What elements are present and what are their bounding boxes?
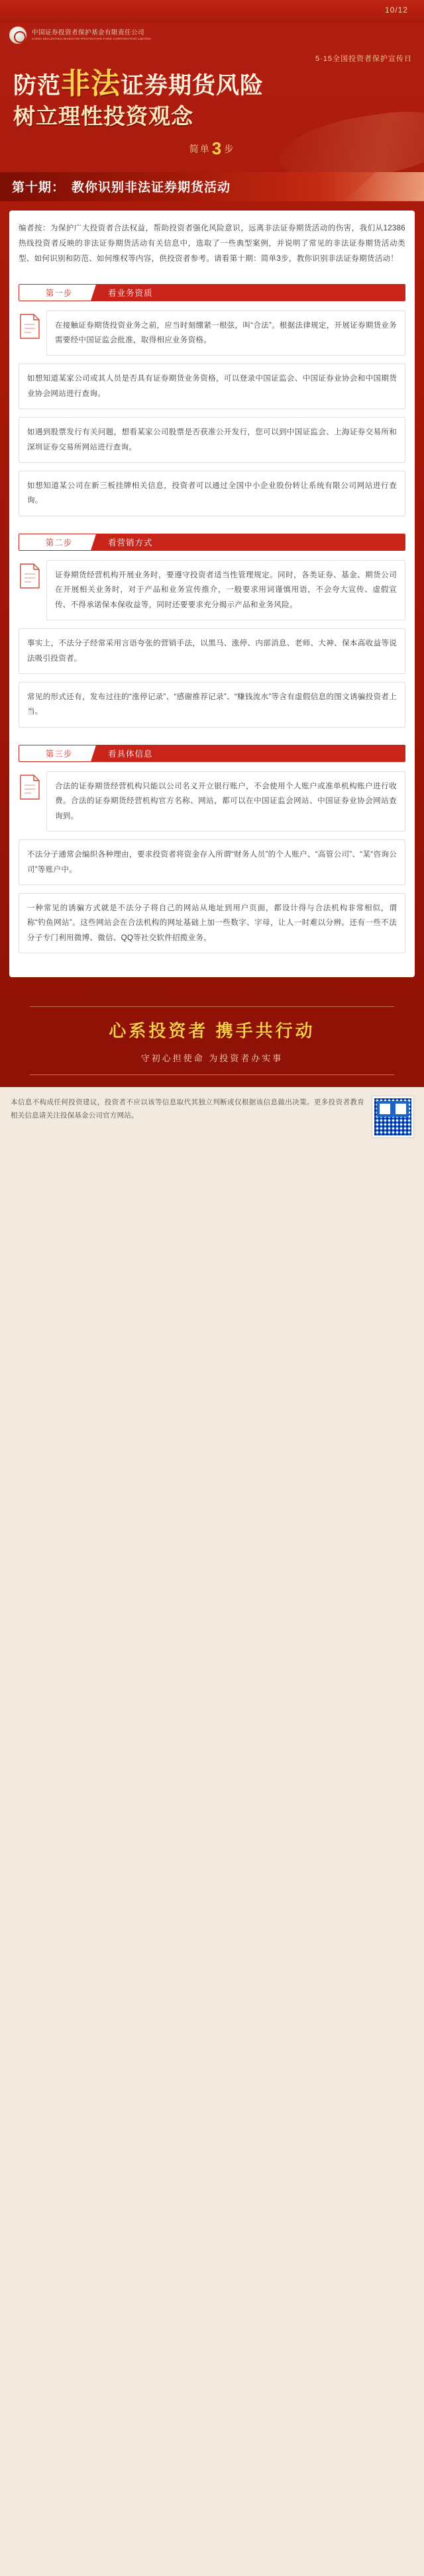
step-label-1: 第一步	[19, 285, 99, 301]
document-icon	[19, 774, 41, 800]
slogan-main: 心系投资者 携手共行动	[109, 1021, 315, 1041]
hero-banner	[0, 50, 424, 166]
hero-subtitle-number: 3	[211, 138, 223, 158]
organization-names	[32, 29, 151, 41]
step-header-1	[19, 284, 405, 301]
hero-title	[0, 68, 424, 129]
step-title-3: 看具体信息	[99, 745, 405, 761]
step3-paragraph-1: 合法的证券期货经营机构只能以公司名义开立银行账户，不会使用个人账户或准单机构账户进行收费。合法的证券期货经营机构官方名称、网站，都可以在中国证监会网站、中国证券业协会网站查询到。	[46, 771, 405, 832]
footer-slogan-block	[0, 989, 424, 1087]
page-number: 10/12	[384, 5, 408, 15]
hero-tagline: 5·15全国投资者保护宣传日	[315, 55, 412, 63]
hero-title-line1-part2: 证券期货风险	[121, 73, 264, 99]
step1-paragraph-1: 在接触证券期货投资业务之前，应当时刻绷紧一根弦，叫“合法”。根据法律规定，开展证券期货业务需要经中国证监会批准，取得相应业务资格。	[46, 310, 405, 356]
hero-subtitle	[0, 138, 424, 159]
intro-paragraph: 编者按：为保护广大投资者合法权益，帮助投资者强化风险意识，远离非法证券期货活动的伤害，我们从12386热线投资者反映的非法证券期货活动有关信息中，选取了一些典型案例，并说明了常见的非法证券期货活动类型、如何识别和防范、如何维权等内容，供投资者参考。请看第十期：简单3步，教你识别非法证券期货活动！	[19, 224, 405, 263]
document-icon	[19, 563, 41, 589]
document-icon	[19, 313, 41, 340]
qr-code-icon[interactable]	[372, 1096, 413, 1137]
step3-paragraph-3: 一种常见的诱骗方式就是不法分子将自己的网站从地址到用户页面，都设计得与合法机构非常相似，谓称“钓鱼网站”。这些网站会在合法机构的网址基础上加一些数字、字母，让人一时难以分辨。还有一些不法分子专门利用微博、微信、QQ等社交软件招揽业务。	[19, 893, 405, 953]
step1-paragraph-3: 如遇到股票发行有关问题，想看某家公司股票是否获准公开发行，您可以到中国证监会、上海证券交易所和深圳证券交易所网站进行查询。	[19, 417, 405, 463]
organization-header	[0, 23, 424, 50]
step3-paragraph-2: 不法分子通常会编织各种理由，要求投资者将资金存入所谓“财务人员”的个人账户、“高管公司”、“某“咨询公司”等账户中。	[19, 839, 405, 885]
step-title-2: 看营销方式	[99, 534, 405, 550]
step-title-1: 看业务资质	[99, 285, 405, 301]
step1-paragraph-2: 如想知道某家公司或其人员是否具有证券期货业务资格，可以登录中国证监会、中国证券业协会和中国期货业协会网站进行查询。	[19, 363, 405, 409]
episode-bar	[0, 172, 424, 201]
organization-name-cn: 中国证券投资者保护基金有限责任公司	[32, 29, 145, 37]
divider-bottom	[30, 1074, 394, 1075]
disclaimer-bar	[0, 1087, 424, 1152]
slogan-sub: 守初心担使命 为投资者办实事	[140, 1053, 284, 1064]
top-bar	[0, 0, 424, 23]
step2-paragraph-3: 常见的形式还有，发布过往的“涨停记录”、“感谢推荐记录”、“赚钱流水”等含有虚假信息的图文诱骗投资者上当。	[19, 682, 405, 728]
organization-logo-icon	[9, 26, 26, 44]
step1-paragraph-4: 如想知道某公司在新三板挂牌相关信息，投资者可以通过全国中小企业股份转让系统有限公司网站进行查询。	[19, 471, 405, 516]
disclaimer-text: 本信息不构成任何投资建议，投资者不应以该等信息取代其独立判断或仅根据该信息做出决策。更多投资者教育相关信息请关注投保基金公司官方网站。	[11, 1098, 364, 1120]
step-header-2	[19, 534, 405, 551]
step-label-2: 第二步	[19, 534, 99, 550]
step-label-3: 第三步	[19, 745, 99, 761]
hero-title-line1-part1: 防范	[13, 73, 62, 99]
organization-name-en: CHINA SECURITIES INVESTOR PROTECTION FUND CORPORATION LIMITED	[32, 37, 151, 41]
episode-label: 第十期：	[12, 181, 66, 195]
hero-title-line2: 树立理性投资观念	[13, 103, 193, 128]
poster-page	[0, 0, 424, 1087]
hero-subtitle-suffix: 步	[224, 143, 235, 154]
hero-title-line1-highlight: 非法	[61, 68, 121, 100]
divider-top	[30, 1006, 394, 1007]
step2-paragraph-1: 证券期货经营机构开展业务时，要遵守投资者适当性管理规定。同时，各类证券、基金、期货公司在开展相关业务时，对于产品和业务宣传推介，一般要求用词谨慎用语，不会夸大宣传、虚假宣传、不得承诺保本保收益等，同时还要要求充分揭示产品和业务风险。	[46, 560, 405, 620]
episode-title: 教你识别非法证券期货活动	[72, 181, 231, 195]
step2-paragraph-2: 事实上，不法分子经常采用言语夸张的营销手法，以黑马、涨停、内部消息、老师、大神、保本高收益等说法吸引投资者。	[19, 628, 405, 674]
hero-subtitle-prefix: 简单	[189, 143, 211, 154]
step-header-3	[19, 745, 405, 762]
content-card	[9, 211, 415, 978]
hero-title-line1	[13, 68, 424, 101]
